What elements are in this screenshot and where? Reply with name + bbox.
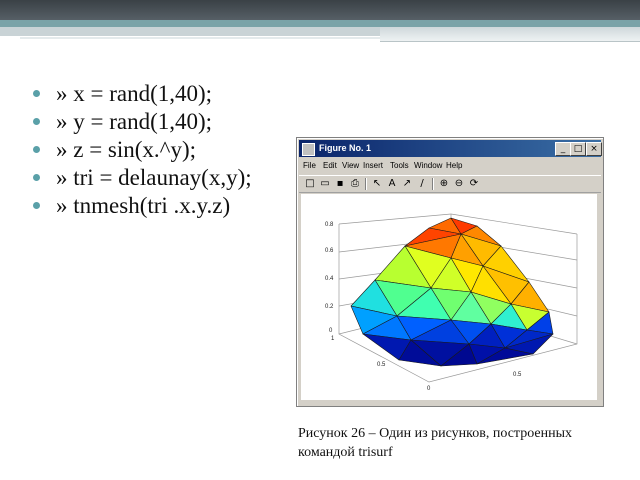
z-tick-label: 0.6 bbox=[325, 248, 334, 254]
figure-title: Figure No. 1 bbox=[319, 143, 372, 153]
z-tick-label: 0 bbox=[329, 328, 333, 334]
menu-view[interactable]: View bbox=[342, 161, 360, 170]
maximize-button[interactable]: □ bbox=[570, 142, 586, 156]
pointer-icon[interactable]: ↖ bbox=[372, 178, 382, 189]
trisurf-mesh bbox=[351, 218, 553, 366]
z-tick-label: 0.4 bbox=[325, 276, 334, 282]
x-tick-label: 1 bbox=[331, 336, 335, 342]
figure-canvas[interactable] bbox=[301, 194, 597, 400]
figure-window bbox=[296, 137, 604, 407]
top-teal-band bbox=[0, 20, 640, 27]
command-line: » tnmesh(tri .x.y.z) bbox=[30, 192, 252, 220]
command-line: » z = sin(x.^y); bbox=[30, 136, 252, 164]
figure-app-icon bbox=[302, 143, 315, 156]
command-line: » y = rand(1,40); bbox=[30, 108, 252, 136]
figure-caption: Рисунок 26 – Один из рисунков, построенных командой trisurf bbox=[298, 426, 572, 460]
menu-window[interactable]: Window bbox=[414, 161, 443, 170]
command-list bbox=[30, 80, 252, 220]
toolbar-separator bbox=[365, 178, 367, 190]
top-right-tab bbox=[380, 27, 640, 42]
menu-file[interactable]: File bbox=[303, 161, 316, 170]
menu-tools[interactable]: Tools bbox=[390, 161, 409, 170]
command-line: » tri = delaunay(x,y); bbox=[30, 164, 252, 192]
figure-titlebar[interactable] bbox=[299, 140, 601, 157]
rotate-icon[interactable]: ⟳ bbox=[469, 178, 479, 189]
figure-toolbar bbox=[299, 175, 601, 193]
menu-edit[interactable]: Edit bbox=[323, 161, 337, 170]
menu-bar bbox=[299, 159, 601, 173]
z-tick-label: 0.8 bbox=[325, 222, 334, 228]
save-icon[interactable]: ▪ bbox=[336, 178, 344, 189]
zoom-out-icon[interactable]: ⊖ bbox=[454, 178, 464, 189]
x-tick-label: 0.5 bbox=[377, 362, 386, 368]
close-button[interactable]: × bbox=[586, 142, 602, 156]
menu-insert[interactable]: Insert bbox=[363, 161, 384, 170]
toolbar-separator bbox=[432, 178, 434, 190]
y-tick-label: 0.5 bbox=[513, 372, 522, 378]
new-icon[interactable]: □ bbox=[305, 178, 315, 189]
line-icon[interactable]: / bbox=[420, 178, 424, 189]
text-icon[interactable]: A bbox=[388, 178, 396, 189]
x-tick-label: 0 bbox=[427, 386, 431, 392]
print-icon[interactable]: ⎙ bbox=[351, 178, 359, 189]
menu-help[interactable]: Help bbox=[446, 161, 463, 170]
minimize-button[interactable]: _ bbox=[555, 142, 571, 156]
top-dark-band bbox=[0, 0, 640, 20]
arrow-icon[interactable]: ↗ bbox=[402, 178, 412, 189]
zoom-in-icon[interactable]: ⊕ bbox=[439, 178, 449, 189]
z-tick-label: 0.2 bbox=[325, 304, 334, 310]
surface-plot bbox=[301, 194, 597, 400]
open-icon[interactable]: ▭ bbox=[320, 178, 330, 189]
command-line: » x = rand(1,40); bbox=[30, 80, 252, 108]
